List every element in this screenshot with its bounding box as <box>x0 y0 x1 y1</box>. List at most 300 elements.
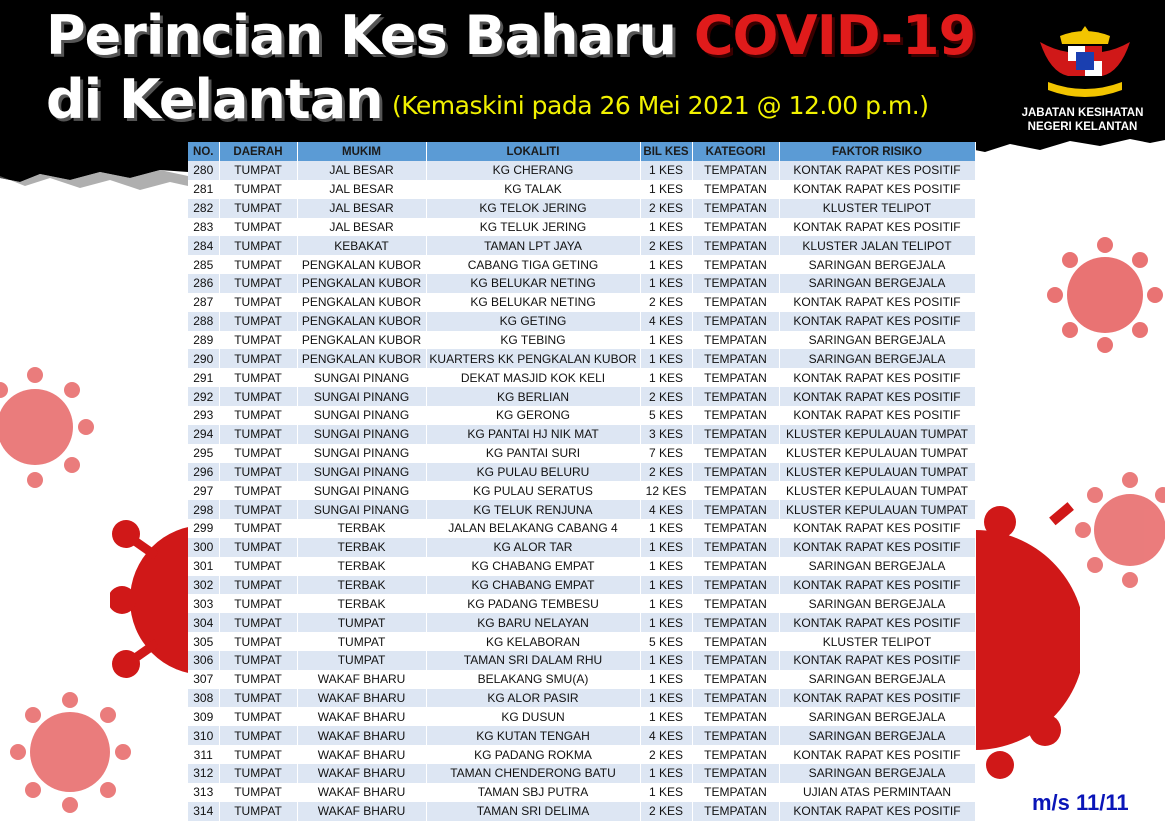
cell-mukim: PENGKALAN KUBOR <box>297 349 426 368</box>
table-row <box>188 293 975 312</box>
table-row <box>188 670 975 689</box>
cell-no: 299 <box>188 519 219 538</box>
cell-faktor-risiko: KONTAK RAPAT KES POSITIF <box>779 387 975 406</box>
cell-bil-kes: 4 KES <box>640 500 692 519</box>
table-row <box>188 726 975 745</box>
cell-kategori: TEMPATAN <box>692 218 779 237</box>
cell-no: 300 <box>188 538 219 557</box>
virus-illustration-right-small <box>1075 470 1165 590</box>
cell-bil-kes: 1 KES <box>640 274 692 293</box>
cell-faktor-risiko: KLUSTER TELIPOT <box>779 632 975 651</box>
cell-mukim: SUNGAI PINANG <box>297 444 426 463</box>
cell-no: 307 <box>188 670 219 689</box>
cell-no: 314 <box>188 802 219 821</box>
cell-kategori: TEMPATAN <box>692 594 779 613</box>
cell-kategori: TEMPATAN <box>692 764 779 783</box>
cell-no: 289 <box>188 331 219 350</box>
cell-bil-kes: 1 KES <box>640 576 692 595</box>
cases-table-container <box>188 142 975 821</box>
table-row <box>188 218 975 237</box>
cell-daerah: TUMPAT <box>219 594 297 613</box>
cell-lokaliti: KG PULAU SERATUS <box>426 481 640 500</box>
cell-daerah: TUMPAT <box>219 274 297 293</box>
cell-lokaliti: KG CHABANG EMPAT <box>426 557 640 576</box>
table-header-row <box>188 142 975 161</box>
table-row <box>188 274 975 293</box>
cell-lokaliti: KG TELOK JERING <box>426 199 640 218</box>
cell-lokaliti: KG BELUKAR NETING <box>426 274 640 293</box>
cell-mukim: WAKAF BHARU <box>297 689 426 708</box>
cell-mukim: WAKAF BHARU <box>297 726 426 745</box>
cell-mukim: SUNGAI PINANG <box>297 368 426 387</box>
cell-kategori: TEMPATAN <box>692 689 779 708</box>
cell-faktor-risiko: SARINGAN BERGEJALA <box>779 274 975 293</box>
cell-mukim: SUNGAI PINANG <box>297 425 426 444</box>
table-row <box>188 519 975 538</box>
cell-bil-kes: 4 KES <box>640 726 692 745</box>
cell-mukim: SUNGAI PINANG <box>297 406 426 425</box>
cell-kategori: TEMPATAN <box>692 199 779 218</box>
cell-faktor-risiko: SARINGAN BERGEJALA <box>779 349 975 368</box>
cell-bil-kes: 1 KES <box>640 689 692 708</box>
cell-daerah: TUMPAT <box>219 349 297 368</box>
cell-bil-kes: 4 KES <box>640 312 692 331</box>
cell-no: 291 <box>188 368 219 387</box>
cell-faktor-risiko: KLUSTER KEPULAUAN TUMPAT <box>779 425 975 444</box>
cell-bil-kes: 1 KES <box>640 651 692 670</box>
cell-kategori: TEMPATAN <box>692 463 779 482</box>
cell-faktor-risiko: KLUSTER KEPULAUAN TUMPAT <box>779 500 975 519</box>
cell-lokaliti: KG TALAK <box>426 180 640 199</box>
cell-bil-kes: 2 KES <box>640 745 692 764</box>
cell-daerah: TUMPAT <box>219 689 297 708</box>
cell-mukim: SUNGAI PINANG <box>297 500 426 519</box>
cell-daerah: TUMPAT <box>219 218 297 237</box>
cell-kategori: TEMPATAN <box>692 406 779 425</box>
cell-lokaliti: KG PANTAI HJ NIK MAT <box>426 425 640 444</box>
title-text: Perincian Kes Baharu <box>46 4 677 67</box>
cell-bil-kes: 2 KES <box>640 199 692 218</box>
cell-no: 302 <box>188 576 219 595</box>
table-row <box>188 802 975 821</box>
cell-faktor-risiko: KONTAK RAPAT KES POSITIF <box>779 538 975 557</box>
cell-daerah: TUMPAT <box>219 557 297 576</box>
table-row <box>188 745 975 764</box>
cell-no: 301 <box>188 557 219 576</box>
cell-kategori: TEMPATAN <box>692 481 779 500</box>
cell-lokaliti: TAMAN SRI DALAM RHU <box>426 651 640 670</box>
cell-faktor-risiko: KONTAK RAPAT KES POSITIF <box>779 161 975 180</box>
cell-no: 293 <box>188 406 219 425</box>
cell-mukim: WAKAF BHARU <box>297 764 426 783</box>
cell-faktor-risiko: KONTAK RAPAT KES POSITIF <box>779 368 975 387</box>
cell-no: 285 <box>188 255 219 274</box>
cell-daerah: TUMPAT <box>219 651 297 670</box>
cell-kategori: TEMPATAN <box>692 557 779 576</box>
cell-no: 305 <box>188 632 219 651</box>
cell-kategori: TEMPATAN <box>692 783 779 802</box>
cell-faktor-risiko: SARINGAN BERGEJALA <box>779 726 975 745</box>
cell-faktor-risiko: KONTAK RAPAT KES POSITIF <box>779 180 975 199</box>
cell-no: 312 <box>188 764 219 783</box>
cell-lokaliti: JALAN BELAKANG CABANG 4 <box>426 519 640 538</box>
cell-daerah: TUMPAT <box>219 293 297 312</box>
cell-mukim: TUMPAT <box>297 613 426 632</box>
cell-bil-kes: 1 KES <box>640 707 692 726</box>
table-row <box>188 463 975 482</box>
cell-daerah: TUMPAT <box>219 764 297 783</box>
cell-bil-kes: 1 KES <box>640 368 692 387</box>
header-daerah: DAERAH <box>219 142 297 161</box>
cell-daerah: TUMPAT <box>219 312 297 331</box>
cell-kategori: TEMPATAN <box>692 576 779 595</box>
cell-lokaliti: KG BELUKAR NETING <box>426 293 640 312</box>
header-bil-kes: BIL KES <box>640 142 692 161</box>
cell-bil-kes: 2 KES <box>640 293 692 312</box>
cell-kategori: TEMPATAN <box>692 293 779 312</box>
table-row <box>188 538 975 557</box>
cell-bil-kes: 3 KES <box>640 425 692 444</box>
cell-kategori: TEMPATAN <box>692 538 779 557</box>
cell-daerah: TUMPAT <box>219 236 297 255</box>
cell-bil-kes: 1 KES <box>640 255 692 274</box>
cell-kategori: TEMPATAN <box>692 500 779 519</box>
cell-faktor-risiko: KONTAK RAPAT KES POSITIF <box>779 651 975 670</box>
cell-faktor-risiko: KONTAK RAPAT KES POSITIF <box>779 293 975 312</box>
cell-no: 295 <box>188 444 219 463</box>
cell-kategori: TEMPATAN <box>692 651 779 670</box>
cell-faktor-risiko: KLUSTER KEPULAUAN TUMPAT <box>779 463 975 482</box>
cell-mukim: PENGKALAN KUBOR <box>297 255 426 274</box>
table-row <box>188 255 975 274</box>
cell-kategori: TEMPATAN <box>692 707 779 726</box>
cell-kategori: TEMPATAN <box>692 349 779 368</box>
page-number: m/s 11/11 <box>1032 790 1129 815</box>
cell-kategori: TEMPATAN <box>692 236 779 255</box>
cell-mukim: JAL BESAR <box>297 161 426 180</box>
cell-daerah: TUMPAT <box>219 613 297 632</box>
cell-faktor-risiko: KONTAK RAPAT KES POSITIF <box>779 519 975 538</box>
cell-faktor-risiko: KONTAK RAPAT KES POSITIF <box>779 802 975 821</box>
cell-mukim: JAL BESAR <box>297 180 426 199</box>
table-row <box>188 613 975 632</box>
cell-bil-kes: 1 KES <box>640 519 692 538</box>
cell-daerah: TUMPAT <box>219 425 297 444</box>
cell-daerah: TUMPAT <box>219 387 297 406</box>
cell-lokaliti: KG BARU NELAYAN <box>426 613 640 632</box>
cell-daerah: TUMPAT <box>219 368 297 387</box>
department-name <box>1000 106 1165 134</box>
cell-kategori: TEMPATAN <box>692 368 779 387</box>
cell-mukim: PENGKALAN KUBOR <box>297 312 426 331</box>
cell-mukim: PENGKALAN KUBOR <box>297 331 426 350</box>
cell-daerah: TUMPAT <box>219 500 297 519</box>
table-row <box>188 406 975 425</box>
table-row <box>188 199 975 218</box>
cell-lokaliti: KG ALOR TAR <box>426 538 640 557</box>
cell-no: 282 <box>188 199 219 218</box>
table-row <box>188 689 975 708</box>
title-covid-text: COVID-19 <box>693 4 976 67</box>
cell-faktor-risiko: KLUSTER KEPULAUAN TUMPAT <box>779 481 975 500</box>
cell-lokaliti: KG PADANG TEMBESU <box>426 594 640 613</box>
cell-lokaliti: KUARTERS KK PENGKALAN KUBOR <box>426 349 640 368</box>
cell-mukim: TERBAK <box>297 557 426 576</box>
cell-kategori: TEMPATAN <box>692 312 779 331</box>
cell-no: 298 <box>188 500 219 519</box>
cell-mukim: TERBAK <box>297 594 426 613</box>
cell-mukim: WAKAF BHARU <box>297 802 426 821</box>
cell-lokaliti: KG TELUK RENJUNA <box>426 500 640 519</box>
cell-bil-kes: 5 KES <box>640 406 692 425</box>
cell-faktor-risiko: KONTAK RAPAT KES POSITIF <box>779 576 975 595</box>
cell-faktor-risiko: KONTAK RAPAT KES POSITIF <box>779 406 975 425</box>
cell-daerah: TUMPAT <box>219 331 297 350</box>
cell-faktor-risiko: SARINGAN BERGEJALA <box>779 670 975 689</box>
cell-bil-kes: 1 KES <box>640 331 692 350</box>
table-row <box>188 651 975 670</box>
cell-lokaliti: KG KUTAN TENGAH <box>426 726 640 745</box>
cell-kategori: TEMPATAN <box>692 519 779 538</box>
department-line-1: JABATAN KESIHATAN <box>1021 107 1144 119</box>
cell-bil-kes: 1 KES <box>640 349 692 368</box>
cell-lokaliti: KG GERONG <box>426 406 640 425</box>
cell-mukim: PENGKALAN KUBOR <box>297 274 426 293</box>
cell-no: 296 <box>188 463 219 482</box>
cell-bil-kes: 1 KES <box>640 557 692 576</box>
cell-kategori: TEMPATAN <box>692 425 779 444</box>
cell-lokaliti: KG TELUK JERING <box>426 218 640 237</box>
cell-mukim: SUNGAI PINANG <box>297 387 426 406</box>
cell-mukim: TERBAK <box>297 519 426 538</box>
cell-bil-kes: 1 KES <box>640 613 692 632</box>
cell-faktor-risiko: KONTAK RAPAT KES POSITIF <box>779 312 975 331</box>
virus-illustration-bottom-left <box>8 690 133 815</box>
header-mukim: MUKIM <box>297 142 426 161</box>
cell-no: 308 <box>188 689 219 708</box>
cell-faktor-risiko: KONTAK RAPAT KES POSITIF <box>779 745 975 764</box>
cell-lokaliti: KG PULAU BELURU <box>426 463 640 482</box>
cell-mukim: TUMPAT <box>297 651 426 670</box>
cell-bil-kes: 2 KES <box>640 387 692 406</box>
cell-lokaliti: TAMAN SRI DELIMA <box>426 802 640 821</box>
cell-mukim: TERBAK <box>297 538 426 557</box>
cell-kategori: TEMPATAN <box>692 387 779 406</box>
cell-mukim: SUNGAI PINANG <box>297 481 426 500</box>
cell-lokaliti: KG GETING <box>426 312 640 331</box>
cell-daerah: TUMPAT <box>219 802 297 821</box>
update-timestamp: (Kemaskini pada 26 Mei 2021 @ 12.00 p.m.) <box>392 91 929 120</box>
virus-illustration-right-red <box>960 500 1080 780</box>
table-row <box>188 500 975 519</box>
cell-no: 306 <box>188 651 219 670</box>
table-row <box>188 425 975 444</box>
cell-kategori: TEMPATAN <box>692 444 779 463</box>
cell-no: 284 <box>188 236 219 255</box>
table-body <box>188 161 975 821</box>
cell-no: 303 <box>188 594 219 613</box>
table-row <box>188 557 975 576</box>
cell-faktor-risiko: KLUSTER JALAN TELIPOT <box>779 236 975 255</box>
cell-no: 311 <box>188 745 219 764</box>
cell-lokaliti: TAMAN SBJ PUTRA <box>426 783 640 802</box>
table-row <box>188 236 975 255</box>
virus-illustration-mid-left <box>0 365 95 490</box>
cell-daerah: TUMPAT <box>219 576 297 595</box>
cell-daerah: TUMPAT <box>219 670 297 689</box>
cell-kategori: TEMPATAN <box>692 745 779 764</box>
cell-daerah: TUMPAT <box>219 726 297 745</box>
cell-lokaliti: KG CHERANG <box>426 161 640 180</box>
table-row <box>188 632 975 651</box>
cell-bil-kes: 2 KES <box>640 236 692 255</box>
cell-daerah: TUMPAT <box>219 406 297 425</box>
cell-lokaliti: TAMAN CHENDERONG BATU <box>426 764 640 783</box>
header-no: NO. <box>188 142 219 161</box>
cell-faktor-risiko: SARINGAN BERGEJALA <box>779 331 975 350</box>
cell-lokaliti: DEKAT MASJID KOK KELI <box>426 368 640 387</box>
cell-kategori: TEMPATAN <box>692 161 779 180</box>
cell-faktor-risiko: UJIAN ATAS PERMINTAAN <box>779 783 975 802</box>
cell-bil-kes: 12 KES <box>640 481 692 500</box>
cell-kategori: TEMPATAN <box>692 632 779 651</box>
cell-no: 292 <box>188 387 219 406</box>
cell-bil-kes: 1 KES <box>640 783 692 802</box>
table-row <box>188 783 975 802</box>
cell-no: 287 <box>188 293 219 312</box>
cell-daerah: TUMPAT <box>219 161 297 180</box>
cell-lokaliti: BELAKANG SMU(A) <box>426 670 640 689</box>
cell-no: 304 <box>188 613 219 632</box>
cell-faktor-risiko: SARINGAN BERGEJALA <box>779 557 975 576</box>
cell-faktor-risiko: KONTAK RAPAT KES POSITIF <box>779 218 975 237</box>
cell-bil-kes: 5 KES <box>640 632 692 651</box>
cell-lokaliti: KG PADANG ROKMA <box>426 745 640 764</box>
cell-lokaliti: KG KELABORAN <box>426 632 640 651</box>
cell-bil-kes: 1 KES <box>640 161 692 180</box>
cell-faktor-risiko: SARINGAN BERGEJALA <box>779 764 975 783</box>
cell-mukim: JAL BESAR <box>297 199 426 218</box>
table-row <box>188 161 975 180</box>
cell-no: 280 <box>188 161 219 180</box>
cell-bil-kes: 1 KES <box>640 594 692 613</box>
cases-table <box>188 142 976 821</box>
department-line-2: NEGERI KELANTAN <box>1027 121 1138 133</box>
cell-no: 313 <box>188 783 219 802</box>
cell-kategori: TEMPATAN <box>692 331 779 350</box>
cell-mukim: PENGKALAN KUBOR <box>297 293 426 312</box>
cell-daerah: TUMPAT <box>219 632 297 651</box>
cell-mukim: KEBAKAT <box>297 236 426 255</box>
cell-daerah: TUMPAT <box>219 538 297 557</box>
cell-bil-kes: 2 KES <box>640 802 692 821</box>
cell-kategori: TEMPATAN <box>692 255 779 274</box>
header-faktor-risiko: FAKTOR RISIKO <box>779 142 975 161</box>
title-line-2: di Kelantan <box>46 68 383 131</box>
cell-lokaliti: KG DUSUN <box>426 707 640 726</box>
cell-bil-kes: 1 KES <box>640 218 692 237</box>
cell-bil-kes: 1 KES <box>640 670 692 689</box>
table-row <box>188 444 975 463</box>
cell-lokaliti: KG ALOR PASIR <box>426 689 640 708</box>
cell-mukim: WAKAF BHARU <box>297 783 426 802</box>
cell-daerah: TUMPAT <box>219 444 297 463</box>
cell-daerah: TUMPAT <box>219 745 297 764</box>
header-kategori: KATEGORI <box>692 142 779 161</box>
cell-mukim: SUNGAI PINANG <box>297 463 426 482</box>
cell-faktor-risiko: KLUSTER KEPULAUAN TUMPAT <box>779 444 975 463</box>
page-title <box>46 6 975 66</box>
cell-daerah: TUMPAT <box>219 783 297 802</box>
table-row <box>188 349 975 368</box>
cell-lokaliti: KG BERLIAN <box>426 387 640 406</box>
cell-mukim: WAKAF BHARU <box>297 707 426 726</box>
cell-lokaliti: TAMAN LPT JAYA <box>426 236 640 255</box>
coat-of-arms-logo <box>1030 22 1140 104</box>
cell-faktor-risiko: KONTAK RAPAT KES POSITIF <box>779 689 975 708</box>
cell-lokaliti: CABANG TIGA GETING <box>426 255 640 274</box>
cell-bil-kes: 1 KES <box>640 764 692 783</box>
cell-mukim: WAKAF BHARU <box>297 670 426 689</box>
table-row <box>188 331 975 350</box>
cell-daerah: TUMPAT <box>219 255 297 274</box>
header-lokaliti: LOKALITI <box>426 142 640 161</box>
cell-daerah: TUMPAT <box>219 180 297 199</box>
virus-illustration-top-right <box>1045 235 1165 355</box>
cell-no: 288 <box>188 312 219 331</box>
cell-kategori: TEMPATAN <box>692 670 779 689</box>
cell-mukim: TERBAK <box>297 576 426 595</box>
cell-lokaliti: KG CHABANG EMPAT <box>426 576 640 595</box>
cell-no: 309 <box>188 707 219 726</box>
cell-mukim: WAKAF BHARU <box>297 745 426 764</box>
cell-no: 290 <box>188 349 219 368</box>
cell-bil-kes: 1 KES <box>640 538 692 557</box>
cell-no: 286 <box>188 274 219 293</box>
table-row <box>188 312 975 331</box>
table-row <box>188 180 975 199</box>
cell-kategori: TEMPATAN <box>692 274 779 293</box>
cell-mukim: JAL BESAR <box>297 218 426 237</box>
cell-daerah: TUMPAT <box>219 463 297 482</box>
cell-lokaliti: KG TEBING <box>426 331 640 350</box>
table-row <box>188 764 975 783</box>
cell-daerah: TUMPAT <box>219 481 297 500</box>
cell-no: 294 <box>188 425 219 444</box>
table-row <box>188 387 975 406</box>
cell-daerah: TUMPAT <box>219 199 297 218</box>
cell-faktor-risiko: SARINGAN BERGEJALA <box>779 707 975 726</box>
cell-kategori: TEMPATAN <box>692 802 779 821</box>
cell-bil-kes: 7 KES <box>640 444 692 463</box>
cell-mukim: TUMPAT <box>297 632 426 651</box>
cell-bil-kes: 2 KES <box>640 463 692 482</box>
table-row <box>188 594 975 613</box>
cell-no: 310 <box>188 726 219 745</box>
table-row <box>188 576 975 595</box>
cell-no: 297 <box>188 481 219 500</box>
cell-daerah: TUMPAT <box>219 707 297 726</box>
table-row <box>188 368 975 387</box>
cell-faktor-risiko: KLUSTER TELIPOT <box>779 199 975 218</box>
cell-daerah: TUMPAT <box>219 519 297 538</box>
cell-no: 281 <box>188 180 219 199</box>
cell-kategori: TEMPATAN <box>692 613 779 632</box>
table-row <box>188 481 975 500</box>
cell-lokaliti: KG PANTAI SURI <box>426 444 640 463</box>
cell-faktor-risiko: KONTAK RAPAT KES POSITIF <box>779 613 975 632</box>
cell-faktor-risiko: SARINGAN BERGEJALA <box>779 594 975 613</box>
